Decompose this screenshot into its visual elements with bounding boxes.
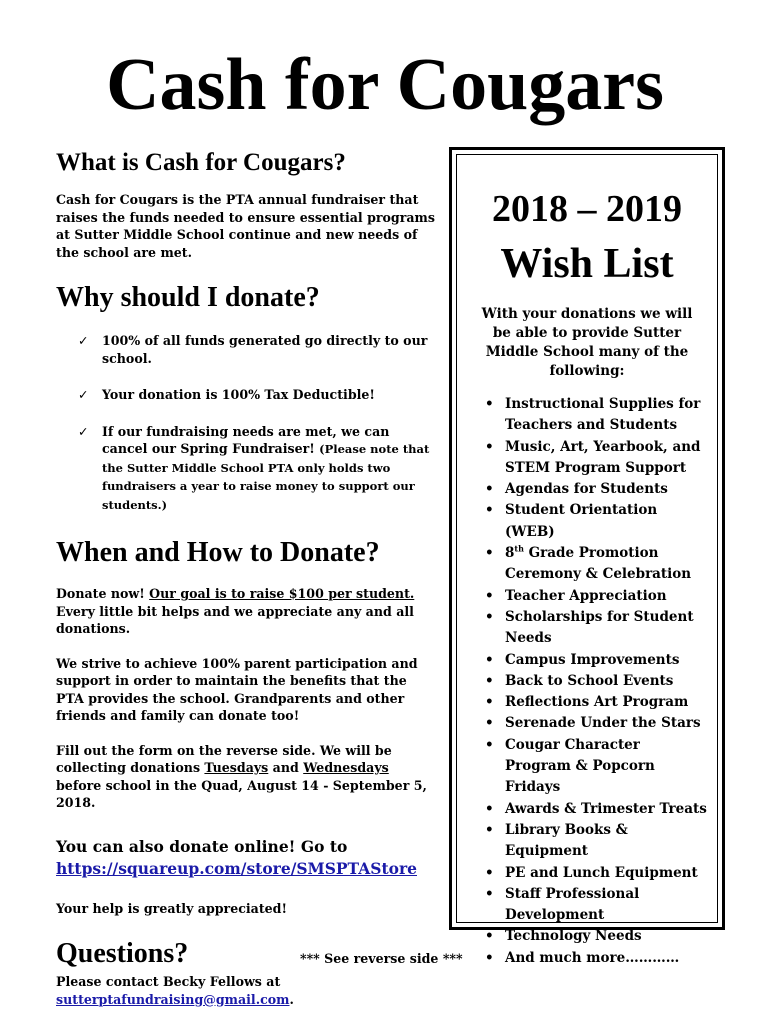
why-item	[56, 332, 436, 367]
goal-text: Our goal is to raise $100 per student.	[149, 586, 415, 601]
when-paragraph-2: We strive to achieve 100% parent participation and support in order to maintain the benefits that the PTA provides the school. Grandparents and other friends and family can donate too!	[56, 655, 418, 723]
list-item: • PE and Lunch Equipment	[477, 863, 709, 884]
list-item: • Awards & Trimester Treats	[477, 799, 709, 820]
contact-text: Please contact Becky Fellows at	[56, 974, 281, 989]
why-list	[56, 332, 436, 514]
list-item: • Staff Professional Development	[477, 884, 709, 927]
list-item: • Library Books & Equipment	[477, 820, 709, 863]
when-p1-end: Every little bit helps and we appreciate any and all donations.	[56, 603, 414, 636]
what-body: Cash for Cougars is the PTA annual fundraiser that raises the funds needed to ensure essential programs at Sutter Middle School continue and new needs of the school are met.	[56, 192, 435, 260]
when-heading: When and How to Donate?	[56, 537, 380, 568]
why-item-note: (Please note that the Sutter Middle School PTA only holds two fundraisers a year to raise money to support our students.)	[102, 442, 430, 512]
list-item: • Instructional Supplies for Teachers and Students	[477, 394, 709, 437]
grade-number: 8	[505, 545, 515, 562]
list-item: • Student Orientation (WEB)	[477, 500, 709, 543]
list-item: • Teacher Appreciation	[477, 586, 709, 607]
page-title: Cash for Cougars	[106, 44, 664, 126]
list-item: • Technology Needs	[477, 926, 709, 947]
grade-text: Grade Promotion Ceremony & Celebration	[505, 545, 692, 583]
when-p1-start: Donate now!	[56, 586, 150, 601]
what-heading: What is Cash for Cougars?	[56, 149, 346, 176]
when-paragraph-3	[56, 742, 436, 812]
why-item	[56, 423, 436, 515]
wish-list-title: Wish List	[500, 241, 674, 287]
why-heading: Why should I donate?	[56, 282, 320, 313]
when-paragraph-1	[56, 585, 436, 638]
list-item: • And much more…………	[477, 948, 709, 969]
wish-list-items	[477, 394, 709, 969]
list-item: • Serenade Under the Stars	[477, 713, 709, 734]
checkmark-icon: ✓	[78, 423, 89, 439]
tuesdays-text: Tuesdays	[204, 760, 269, 775]
online-donate	[56, 836, 436, 880]
list-item	[477, 543, 709, 586]
email-period: .	[289, 991, 294, 1007]
left-column	[56, 148, 436, 1008]
why-item-text: If our fundraising needs are met, we can cancel our Spring Fundraiser!	[102, 423, 390, 456]
wish-list-year: 2018 – 2019	[492, 188, 682, 230]
list-item: • Campus Improvements	[477, 650, 709, 671]
when-p3-and: and	[268, 760, 304, 775]
online-text: You can also donate online! Go to	[56, 836, 348, 856]
wish-list-intro: With your donations we will be able to provide Sutter Middle School many of the following:	[481, 306, 693, 379]
email-link[interactable]: sutterptafundraising@gmail.com	[56, 991, 290, 1007]
list-item: • Reflections Art Program	[477, 692, 709, 713]
footer-note: *** See reverse side ***	[300, 951, 463, 966]
contact-email-line	[56, 991, 436, 1009]
list-item: • Back to School Events	[477, 671, 709, 692]
checkmark-icon: ✓	[78, 333, 89, 348]
checkmark-icon: ✓	[78, 387, 89, 402]
questions-heading: Questions?	[56, 938, 189, 969]
when-p3-start: Fill out the form on the reverse side. We will be collecting donations	[56, 742, 392, 775]
when-p3-end: before school in the Quad, August 14 - September 5, 2018.	[56, 777, 427, 810]
grade-superscript: th	[514, 543, 524, 554]
list-item: • Scholarships for Student Needs	[477, 607, 709, 650]
wish-list-box	[449, 147, 725, 966]
why-item	[56, 386, 436, 404]
store-link[interactable]: https://squareup.com/store/SMSPTAStore	[56, 858, 417, 878]
why-item-text: Your donation is 100% Tax Deductible!	[102, 387, 375, 402]
why-item-text: 100% of all funds generated go directly to our school.	[102, 333, 428, 366]
list-item: • Cougar Character Program & Popcorn Fridays	[477, 735, 709, 799]
list-item: • Agendas for Students	[477, 479, 709, 500]
list-item: • Music, Art, Yearbook, and STEM Program Support	[477, 437, 709, 480]
appreciated-text: Your help is greatly appreciated!	[56, 900, 287, 916]
wednesdays-text: Wednesdays	[303, 760, 389, 775]
wish-list-box-inner	[456, 154, 718, 966]
